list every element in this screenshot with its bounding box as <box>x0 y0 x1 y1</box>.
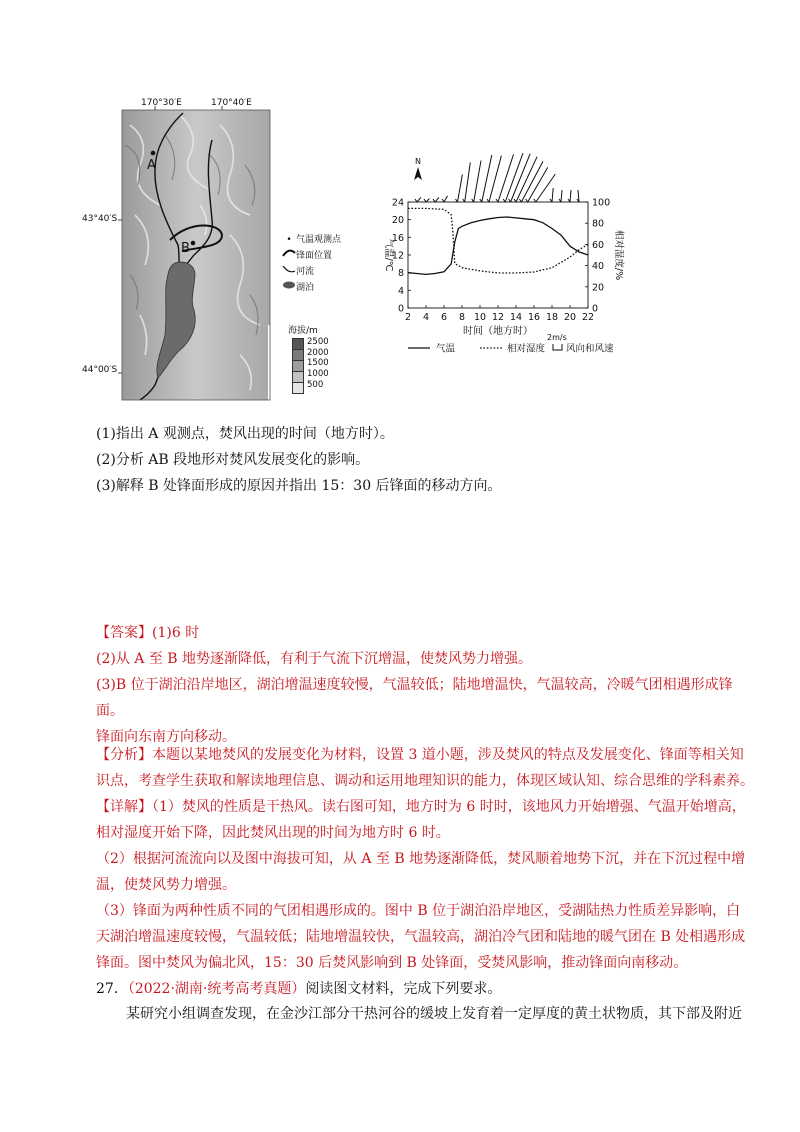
wind-barb <box>426 199 430 203</box>
question-number: 27． <box>96 981 128 997</box>
wind-barb <box>435 197 439 202</box>
y-right-tick-label: 40 <box>592 261 605 273</box>
north-arrow-icon <box>414 167 422 180</box>
analysis-line: （3）锋面为两种性质不同的气团相遇形成的。图中 B 位于湖泊沿岸地区，受湖陆热力性质差异影响，白 <box>96 903 741 919</box>
analysis-line: 【分析】本题以某地焚风的发展变化为材料，设置 3 道小题，涉及焚风的特点及发展变化、锋面等相关知 <box>96 747 744 763</box>
wind-barb <box>552 188 553 202</box>
question-1: (1)指出 A 观测点，焚风出现的时间（地方时）。 <box>96 426 394 442</box>
analysis-line: （2）根据河流流向以及图中海拔可知，从 A 至 B 地势逐渐降低，焚风顺着地势下沉，并在下沉过程中增 <box>96 851 746 867</box>
x-tick-label: 12 <box>491 312 505 323</box>
lake-legend-icon <box>282 280 296 290</box>
station-a-label: A <box>147 158 156 173</box>
analysis-line: 温，使焚风势力增强。 <box>96 877 236 893</box>
wind-barb <box>570 190 571 202</box>
river-legend-icon <box>282 264 296 274</box>
lat-label-1: 43°40′S <box>82 214 118 224</box>
legend-humidity-label: 相对湿度 <box>507 343 546 355</box>
elevation-title: 海拔/m <box>288 326 318 336</box>
question-2: (2)分析 AB 段地形对焚风发展变化的影响。 <box>96 452 370 468</box>
answer-block <box>96 620 736 750</box>
wind-barb <box>465 162 471 202</box>
station-legend-icon: • <box>286 235 292 245</box>
wind-barb <box>489 156 501 202</box>
legend-wind-scale: 2m/s <box>547 333 567 342</box>
x-tick-label: 8 <box>458 312 466 323</box>
x-tick-label: 22 <box>581 312 595 323</box>
y-left-tick-label: 24 <box>391 197 404 209</box>
lon-label-1: 170°30′E <box>141 98 182 108</box>
climate-chart <box>383 150 635 370</box>
wind-barb <box>417 197 421 202</box>
wind-barb <box>458 174 463 202</box>
y-right-tick-label: 100 <box>592 197 611 209</box>
analysis-line: 【详解】（1）焚风的性质是干热风。读右图可知，地方时为 6 时时，该地风力开始增强、气温开始增高， <box>96 799 746 815</box>
map-background <box>122 110 270 400</box>
x-tick-label: 6 <box>440 312 448 323</box>
analysis-line: 识点，考查学生获取和解读地理信息、调动和运用地理知识的能力，体现区域认知、综合思维的学科素养。 <box>96 773 754 789</box>
question-3: (3)解释 B 处锋面形成的原因并指出 15：30 后锋面的移动方向。 <box>96 478 502 494</box>
y-right-tick-label: 0 <box>592 303 599 315</box>
x-tick-label: 10 <box>473 312 487 323</box>
y-right-tick-label: 60 <box>592 239 605 251</box>
answer-line: (3)B 位于湖泊沿岸地区，湖泊增温速度较慢，气温较低；陆地增温快，气温较高，冷暖气团相遇形成锋面。 <box>96 677 733 719</box>
x-tick-label: 14 <box>509 312 523 323</box>
analysis-line: 天湖泊增温速度较慢，气温较低；陆地增温较快，气温较高，湖泊冷气团和陆地的暖气团在 B 处相遇形成 <box>96 929 746 945</box>
legend-front: 锋面位置 <box>282 248 362 264</box>
lon-label-2: 170°40′E <box>211 98 252 108</box>
y-left-tick-label: 0 <box>397 303 404 315</box>
lat-label-2: 44°00′S <box>82 365 118 375</box>
legend-station: • 气温观测点 <box>282 232 362 248</box>
north-label: N <box>415 157 421 166</box>
legend-temp-label: 气温 <box>436 343 456 355</box>
x-tick-label: 2 <box>404 312 412 323</box>
y-left-tick-label: 12 <box>391 250 404 262</box>
x-tick-label: 16 <box>527 312 541 323</box>
y-left-tick-label: 4 <box>397 285 404 297</box>
y-right-axis-title: 相对湿度/% <box>613 229 624 281</box>
analysis-line: 相对湿度开始下降，因此焚风出现的时间为地方时 6 时。 <box>96 825 450 841</box>
legend-river: 河流 <box>282 264 362 280</box>
y-left-tick-label: 16 <box>391 232 404 244</box>
station-b-dot <box>191 241 196 246</box>
question-title: 阅读图文材料，完成下列要求。 <box>305 981 502 997</box>
y-left-tick-label: 20 <box>391 215 404 227</box>
map-legend <box>282 232 362 296</box>
question-source: （2022·湖南·统考高考真题） <box>127 981 306 997</box>
analysis-line: 锋面。图中焚风为偏北风，15：30 后焚风影响到 B 处锋面，受焚风影响，推动锋面向南移动。 <box>96 955 688 971</box>
answer-line: (2)从 A 至 B 地势逐渐降低，有利于气流下沉增温，使焚风势力增强。 <box>96 651 533 667</box>
question-27-intro: 某研究小组调查发现，在金沙江部分干热河谷的缓坡上发育着一定厚度的黄土状物质，其下部及附近 <box>126 1006 742 1022</box>
legend-wind-icon <box>553 344 562 350</box>
y-left-tick-label: 8 <box>397 268 404 280</box>
elevation-scale <box>292 338 304 394</box>
temperature-line <box>408 217 588 274</box>
y-left-axis-title: 气温/℃ <box>383 238 394 272</box>
question-27-header <box>96 976 501 1002</box>
front-legend-icon <box>282 248 296 258</box>
x-axis-title: 时间（地方时） <box>463 326 533 337</box>
x-tick-label: 20 <box>563 312 577 323</box>
legend-lake: 湖泊 <box>282 280 362 296</box>
station-a-dot <box>151 151 156 156</box>
wind-barb <box>482 155 492 202</box>
answer-line: 锋面向东南方向移动。 <box>96 729 236 745</box>
wind-barb <box>561 190 562 202</box>
y-right-tick-label: 20 <box>592 282 605 294</box>
legend-wind-label: 风向和风速 <box>566 343 614 355</box>
answer-line: 【答案】(1)6 时 <box>96 625 200 641</box>
wind-barb <box>444 196 448 202</box>
x-tick-label: 4 <box>422 312 430 323</box>
y-right-tick-label: 80 <box>592 218 605 230</box>
elevation-values: 2500 2000 1500 1000 500 <box>307 337 329 390</box>
analysis-block <box>96 742 756 976</box>
terrain-map <box>110 95 270 405</box>
x-tick-label: 18 <box>545 312 559 323</box>
wind-barb <box>474 161 481 202</box>
station-b-label: B <box>181 241 190 256</box>
